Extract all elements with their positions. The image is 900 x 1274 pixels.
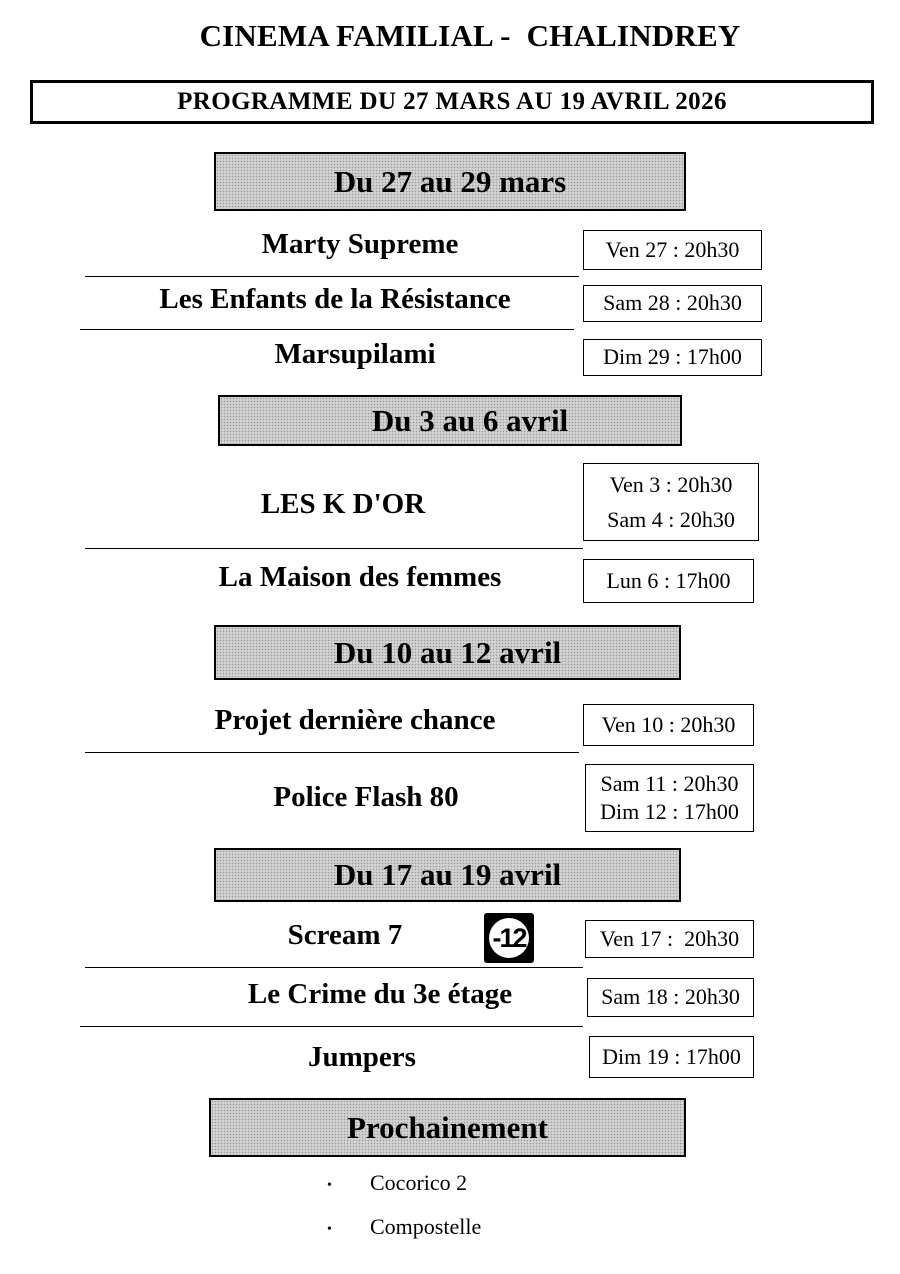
coming-soon-label: Prochainement <box>347 1109 548 1145</box>
film-title: Les Enfants de la Résistance <box>159 283 511 315</box>
week-header-4 <box>214 848 681 902</box>
coming-soon-header <box>209 1098 686 1157</box>
showtime-box <box>587 978 754 1017</box>
showtime-box <box>585 764 754 832</box>
week-header-3 <box>214 625 681 680</box>
showtime-box <box>583 559 754 603</box>
bullet-icon: • <box>327 1222 332 1237</box>
programme-dates: PROGRAMME DU 27 MARS AU 19 AVRIL 2026 <box>177 88 727 115</box>
showtime-box <box>583 339 762 376</box>
showtime: Sam 4 : 20h30 <box>607 507 735 532</box>
showtime-box <box>583 285 762 322</box>
divider <box>80 329 574 330</box>
week-header-1 <box>214 152 686 211</box>
week-label: Du 10 au 12 avril <box>333 634 562 670</box>
film-title: Scream 7 <box>287 919 403 951</box>
showtime: Dim 29 : 17h00 <box>603 344 742 370</box>
bullet-icon: • <box>327 1178 332 1193</box>
film-title: Le Crime du 3e étage <box>247 978 513 1010</box>
showtime: Sam 28 : 20h30 <box>603 290 742 316</box>
programme-banner <box>30 80 874 124</box>
coming-soon-item: Compostelle <box>370 1214 482 1239</box>
showtime-box <box>583 463 759 541</box>
film-title: Projet dernière chance <box>214 704 496 736</box>
showtime: Ven 27 : 20h30 <box>605 236 740 262</box>
coming-soon-item: Cocorico 2 <box>370 1170 468 1195</box>
showtime-box <box>583 230 762 270</box>
showtime-box <box>589 1036 754 1078</box>
week-label: Du 27 au 29 mars <box>333 163 567 199</box>
film-title: Marty Supreme <box>261 228 459 260</box>
week-label: Du 3 au 6 avril <box>371 402 569 438</box>
film-title: LES K D'OR <box>260 488 426 520</box>
age-rating-label: -12 <box>489 918 529 958</box>
week-header-2 <box>218 395 682 446</box>
film-title: Marsupilami <box>274 338 436 370</box>
film-title: Police Flash 80 <box>273 781 459 813</box>
divider <box>85 276 579 277</box>
showtime-box <box>585 920 754 958</box>
showtime: Sam 18 : 20h30 <box>601 984 740 1010</box>
showtime: Ven 10 : 20h30 <box>601 711 736 737</box>
showtime: Lun 6 : 17h00 <box>606 567 731 593</box>
showtime: Dim 12 : 17h00 <box>600 799 739 824</box>
film-title: Jumpers <box>308 1041 416 1073</box>
showtime: Ven 17 : 20h30 <box>599 925 740 951</box>
divider <box>85 548 583 549</box>
divider <box>80 1026 583 1027</box>
showtime: Ven 3 : 20h30 <box>609 472 733 497</box>
cinema-title: CINEMA FAMILIAL - CHALINDREY <box>199 18 741 53</box>
divider <box>85 752 579 753</box>
film-title: La Maison des femmes <box>218 561 502 593</box>
showtime-box <box>583 704 754 746</box>
showtime: Dim 19 : 17h00 <box>602 1043 741 1069</box>
divider <box>85 967 583 968</box>
age-rating-badge <box>484 913 534 963</box>
showtime: Sam 11 : 20h30 <box>600 771 739 796</box>
week-label: Du 17 au 19 avril <box>333 857 562 892</box>
